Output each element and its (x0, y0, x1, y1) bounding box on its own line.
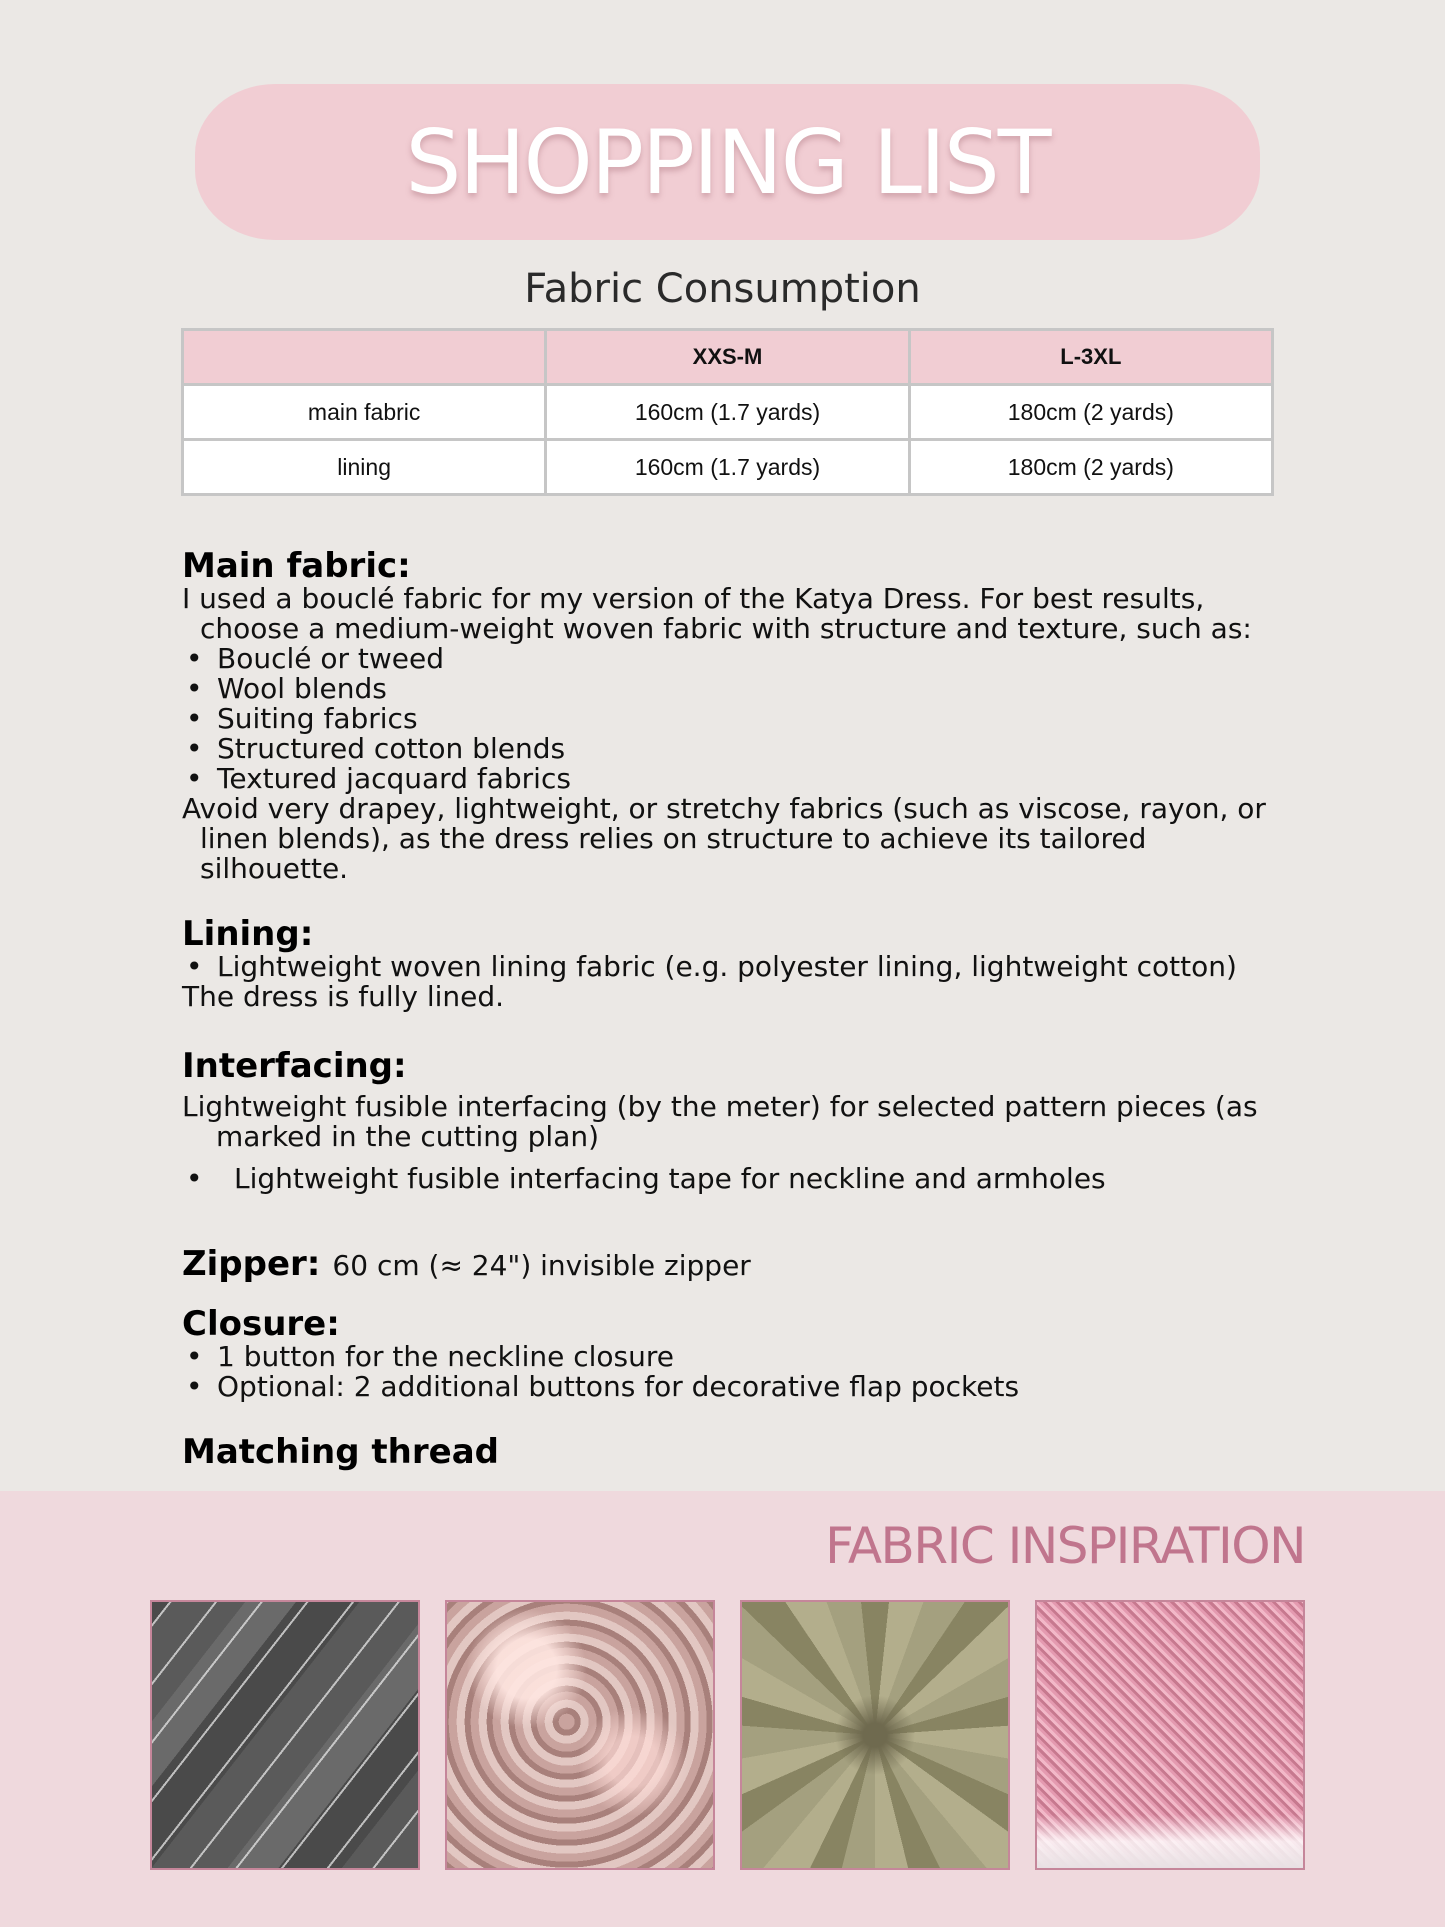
jacquard-fabric-image (445, 1600, 715, 1870)
list-item: • 1 button for the neckline closure (182, 1342, 1282, 1372)
list-item: • Lightweight woven lining fabric (e.g. polyester lining, lightweight cotton) (182, 952, 1282, 982)
zipper-value: 60 cm (≈ 24") invisible zipper (332, 1249, 751, 1282)
table-cell: lining (183, 440, 546, 495)
shopping-list-content (182, 548, 1282, 1470)
lining-heading: Lining: (182, 914, 314, 954)
table-header-cell: XXS-M (546, 330, 909, 385)
lining-note: The dress is fully lined. (182, 980, 505, 1013)
zipper-heading: Zipper: (182, 1244, 321, 1284)
interfacing-heading: Interfacing: (182, 1046, 407, 1086)
table-row (183, 385, 1273, 440)
list-item: • Lightweight fusible interfacing tape for neckline and armholes (182, 1164, 1282, 1194)
lining-list (182, 952, 1282, 982)
list-item: • Wool blends (182, 674, 1282, 704)
zipper-section (182, 1246, 1282, 1282)
interfacing-list (182, 1164, 1282, 1194)
lining-section (182, 916, 1282, 1012)
olive-suiting-fabric-image (740, 1600, 1010, 1870)
closure-list (182, 1342, 1282, 1402)
table-header-cell: L-3XL (909, 330, 1272, 385)
page-title: SHOPPING LIST (405, 110, 1050, 214)
table-cell: 160cm (1.7 yards) (546, 440, 909, 495)
main-fabric-section (182, 548, 1282, 884)
title-banner (195, 84, 1260, 240)
interfacing-line: Lightweight fusible interfacing (by the meter) for selected pattern pieces (as marked in the cutting plan) (182, 1090, 1258, 1153)
main-fabric-note: Avoid very drapey, lightweight, or stretchy fabrics (such as viscose, rayon, or linen blends), as the dress relies on structure to achieve its tailored silhouette. (182, 792, 1266, 885)
table-cell: main fabric (183, 385, 546, 440)
matching-thread-heading: Matching thread (182, 1432, 499, 1472)
table-cell: 180cm (2 yards) (909, 440, 1272, 495)
closure-section (182, 1306, 1282, 1402)
list-item: • Structured cotton blends (182, 734, 1282, 764)
pink-boucle-fabric-image (1035, 1600, 1305, 1870)
list-item: • Optional: 2 additional buttons for decorative flap pockets (182, 1372, 1282, 1402)
main-fabric-heading: Main fabric: (182, 546, 411, 586)
main-fabric-list (182, 644, 1282, 794)
table-header-cell (183, 330, 546, 385)
table-cell: 160cm (1.7 yards) (546, 385, 909, 440)
table-cell: 180cm (2 yards) (909, 385, 1272, 440)
main-fabric-intro: I used a bouclé fabric for my version of the Katya Dress. For best results, choose a medium-weight woven fabric with structure and texture, such as: (182, 582, 1252, 645)
table-header-row (183, 330, 1273, 385)
pinstripe-fabric-image (150, 1600, 420, 1870)
consumption-heading: Fabric Consumption (524, 266, 921, 312)
list-item: • Suiting fabrics (182, 704, 1282, 734)
fabric-inspiration-title: FABRIC INSPIRATION (825, 1517, 1305, 1575)
list-item: • Textured jacquard fabrics (182, 764, 1282, 794)
list-item: • Bouclé or tweed (182, 644, 1282, 674)
fabric-consumption-table (181, 328, 1274, 496)
closure-heading: Closure: (182, 1304, 340, 1344)
table-row (183, 440, 1273, 495)
fabric-inspiration-panel (0, 1491, 1445, 1927)
interfacing-section (182, 1048, 1282, 1194)
